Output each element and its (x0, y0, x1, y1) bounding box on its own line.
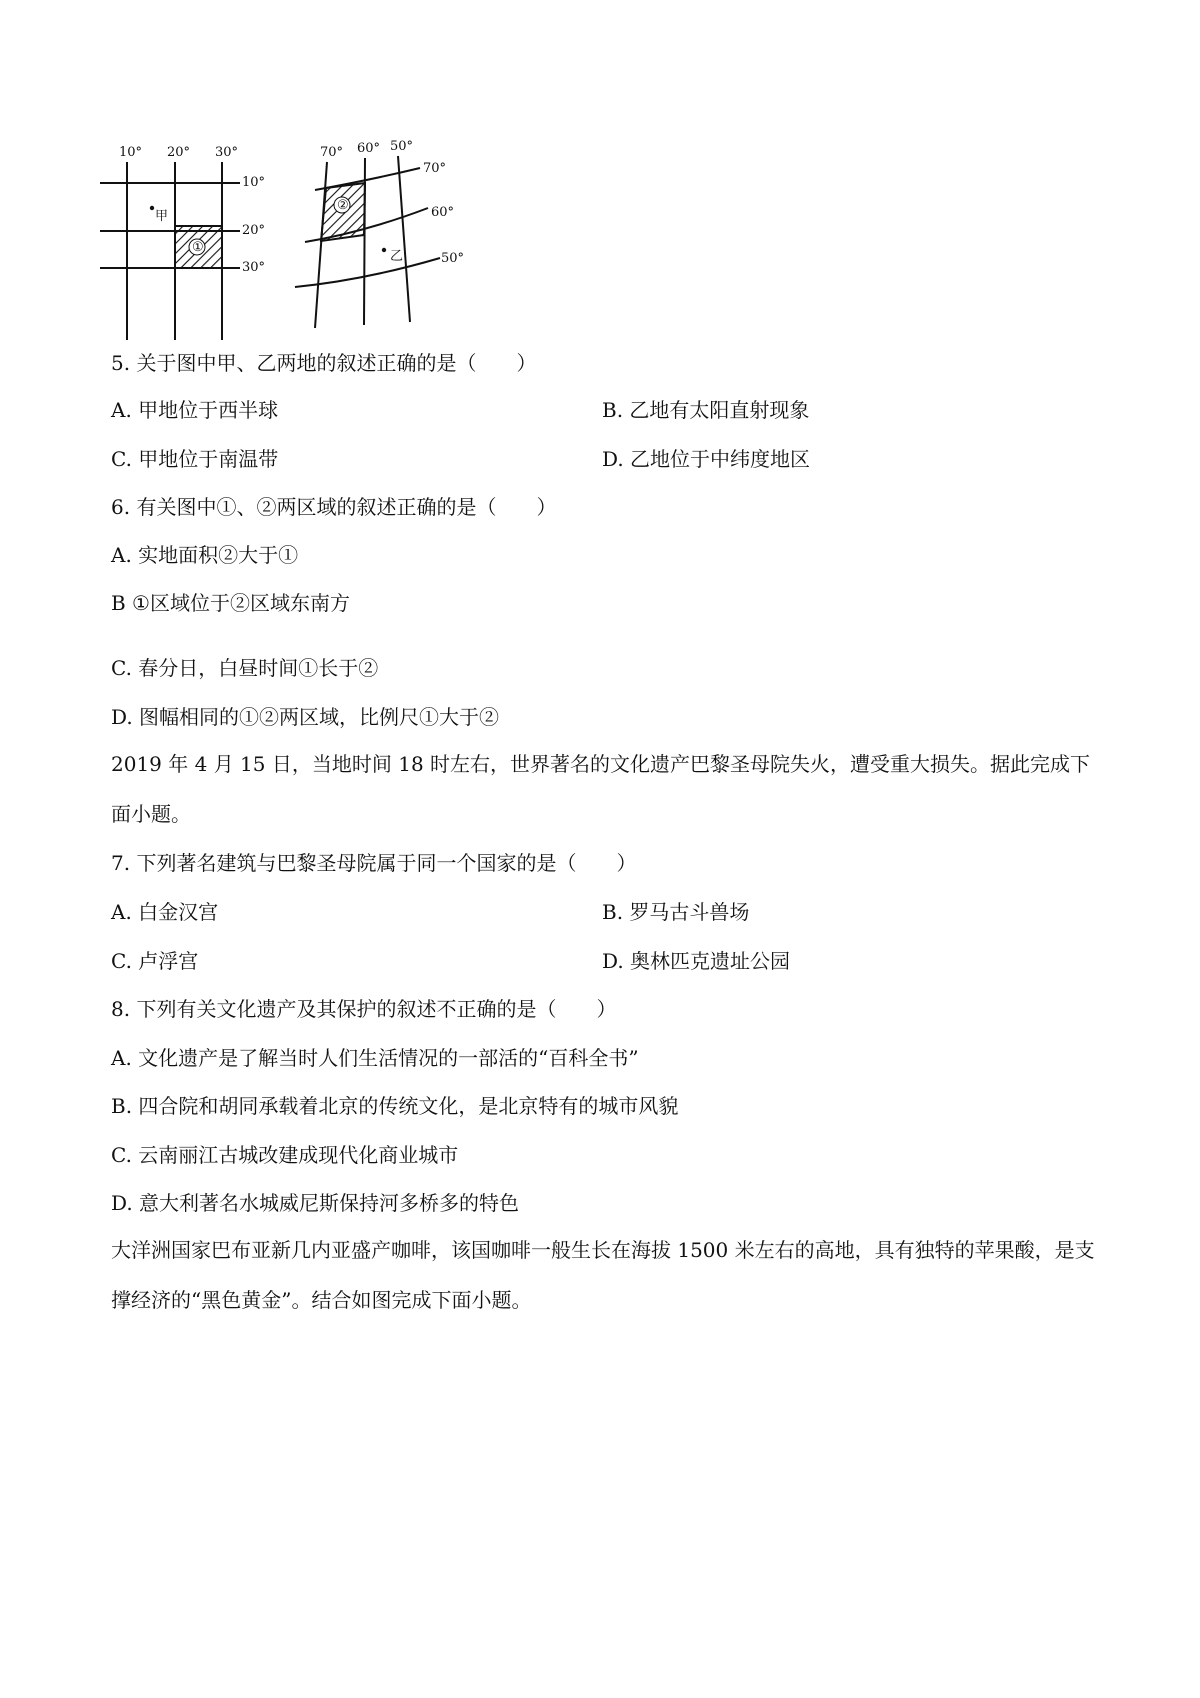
q6-option-a: A. 实地面积②大于① (111, 543, 299, 567)
q7-option-d: D. 奥林匹克遗址公园 (602, 949, 791, 973)
region-1-label: ① (192, 240, 204, 255)
right-lat-label-1: 70° (423, 161, 447, 176)
q8-option-a: A. 文化遗产是了解当时人们生活情况的一部活的“百科全书” (111, 1046, 639, 1070)
q7-option-a: A. 白金汉宫 (111, 900, 219, 924)
q8-option-d: D. 意大利著名水城威尼斯保持河多桥多的特色 (111, 1191, 520, 1215)
left-lat-label-2: 20° (242, 223, 266, 238)
q8-option-c: C. 云南丽江古城改建成现代化商业城市 (111, 1143, 459, 1167)
q7-option-b: B. 罗马古斗兽场 (602, 900, 750, 924)
lat-long-grids-svg (100, 139, 520, 340)
left-grid-map (100, 145, 265, 340)
left-lat-label-1: 10° (242, 175, 266, 190)
q5-option-d: D. 乙地位于中纬度地区 (602, 447, 811, 471)
q5-stem: 5. 关于图中甲、乙两地的叙述正确的是（ ） (111, 351, 537, 375)
right-lon-label-3: 50° (390, 139, 414, 154)
right-lon-label-1: 70° (320, 145, 344, 160)
point-jia-label: 甲 (155, 209, 169, 224)
right-grid-map (295, 139, 464, 328)
right-meridian-1 (315, 162, 327, 328)
right-lon-label-2: 60° (357, 141, 381, 156)
left-lon-label-2: 20° (167, 145, 191, 160)
region-2-label: ② (337, 198, 349, 213)
q5-option-c: C. 甲地位于南温带 (111, 447, 279, 471)
lat-long-figure (100, 139, 520, 340)
point-jia-dot (150, 206, 154, 210)
right-lat-label-2: 60° (431, 205, 455, 220)
right-lat-label-3: 50° (441, 251, 465, 266)
q7-stem: 7. 下列著名建筑与巴黎圣母院属于同一个国家的是（ ） (111, 851, 637, 875)
q8-option-b: B. 四合院和胡同承载着北京的传统文化，是北京特有的城市风貌 (111, 1094, 679, 1118)
left-lon-label-3: 30° (215, 145, 239, 160)
q6-option-d: D. 图幅相同的①②两区域，比例尺①大于② (111, 705, 500, 729)
q5-option-a: A. 甲地位于西半球 (111, 398, 279, 422)
passage-notre-dame: 2019 年 4 月 15 日，当地时间 18 时左右，世界著名的文化遗产巴黎圣母院失火，遭受重大损失。据此完成下面小题。 (111, 752, 1091, 826)
right-parallel-3 (295, 258, 440, 287)
point-yi-label: 乙 (390, 249, 404, 264)
point-yi-dot (382, 248, 386, 252)
right-meridian-3 (398, 156, 410, 322)
q8-stem: 8. 下列有关文化遗产及其保护的叙述不正确的是（ ） (111, 997, 617, 1021)
left-lon-label-1: 10° (119, 145, 143, 160)
q6-option-c: C. 春分日，白昼时间①长于② (111, 656, 379, 680)
q5-option-b: B. 乙地有太阳直射现象 (602, 398, 810, 422)
q7-option-c: C. 卢浮宫 (111, 949, 199, 973)
passage-papua-coffee: 大洋洲国家巴布亚新几内亚盛产咖啡，该国咖啡一般生长在海拔 1500 米左右的高地，具有独特的苹果酸，是支撑经济的“黑色黄金”。结合如图完成下面小题。 (111, 1238, 1095, 1312)
left-lat-label-3: 30° (242, 260, 266, 275)
q6-stem: 6. 有关图中①、②两区域的叙述正确的是（ ） (111, 495, 557, 519)
q6-option-b: B ①区域位于②区域东南方 (111, 591, 350, 615)
